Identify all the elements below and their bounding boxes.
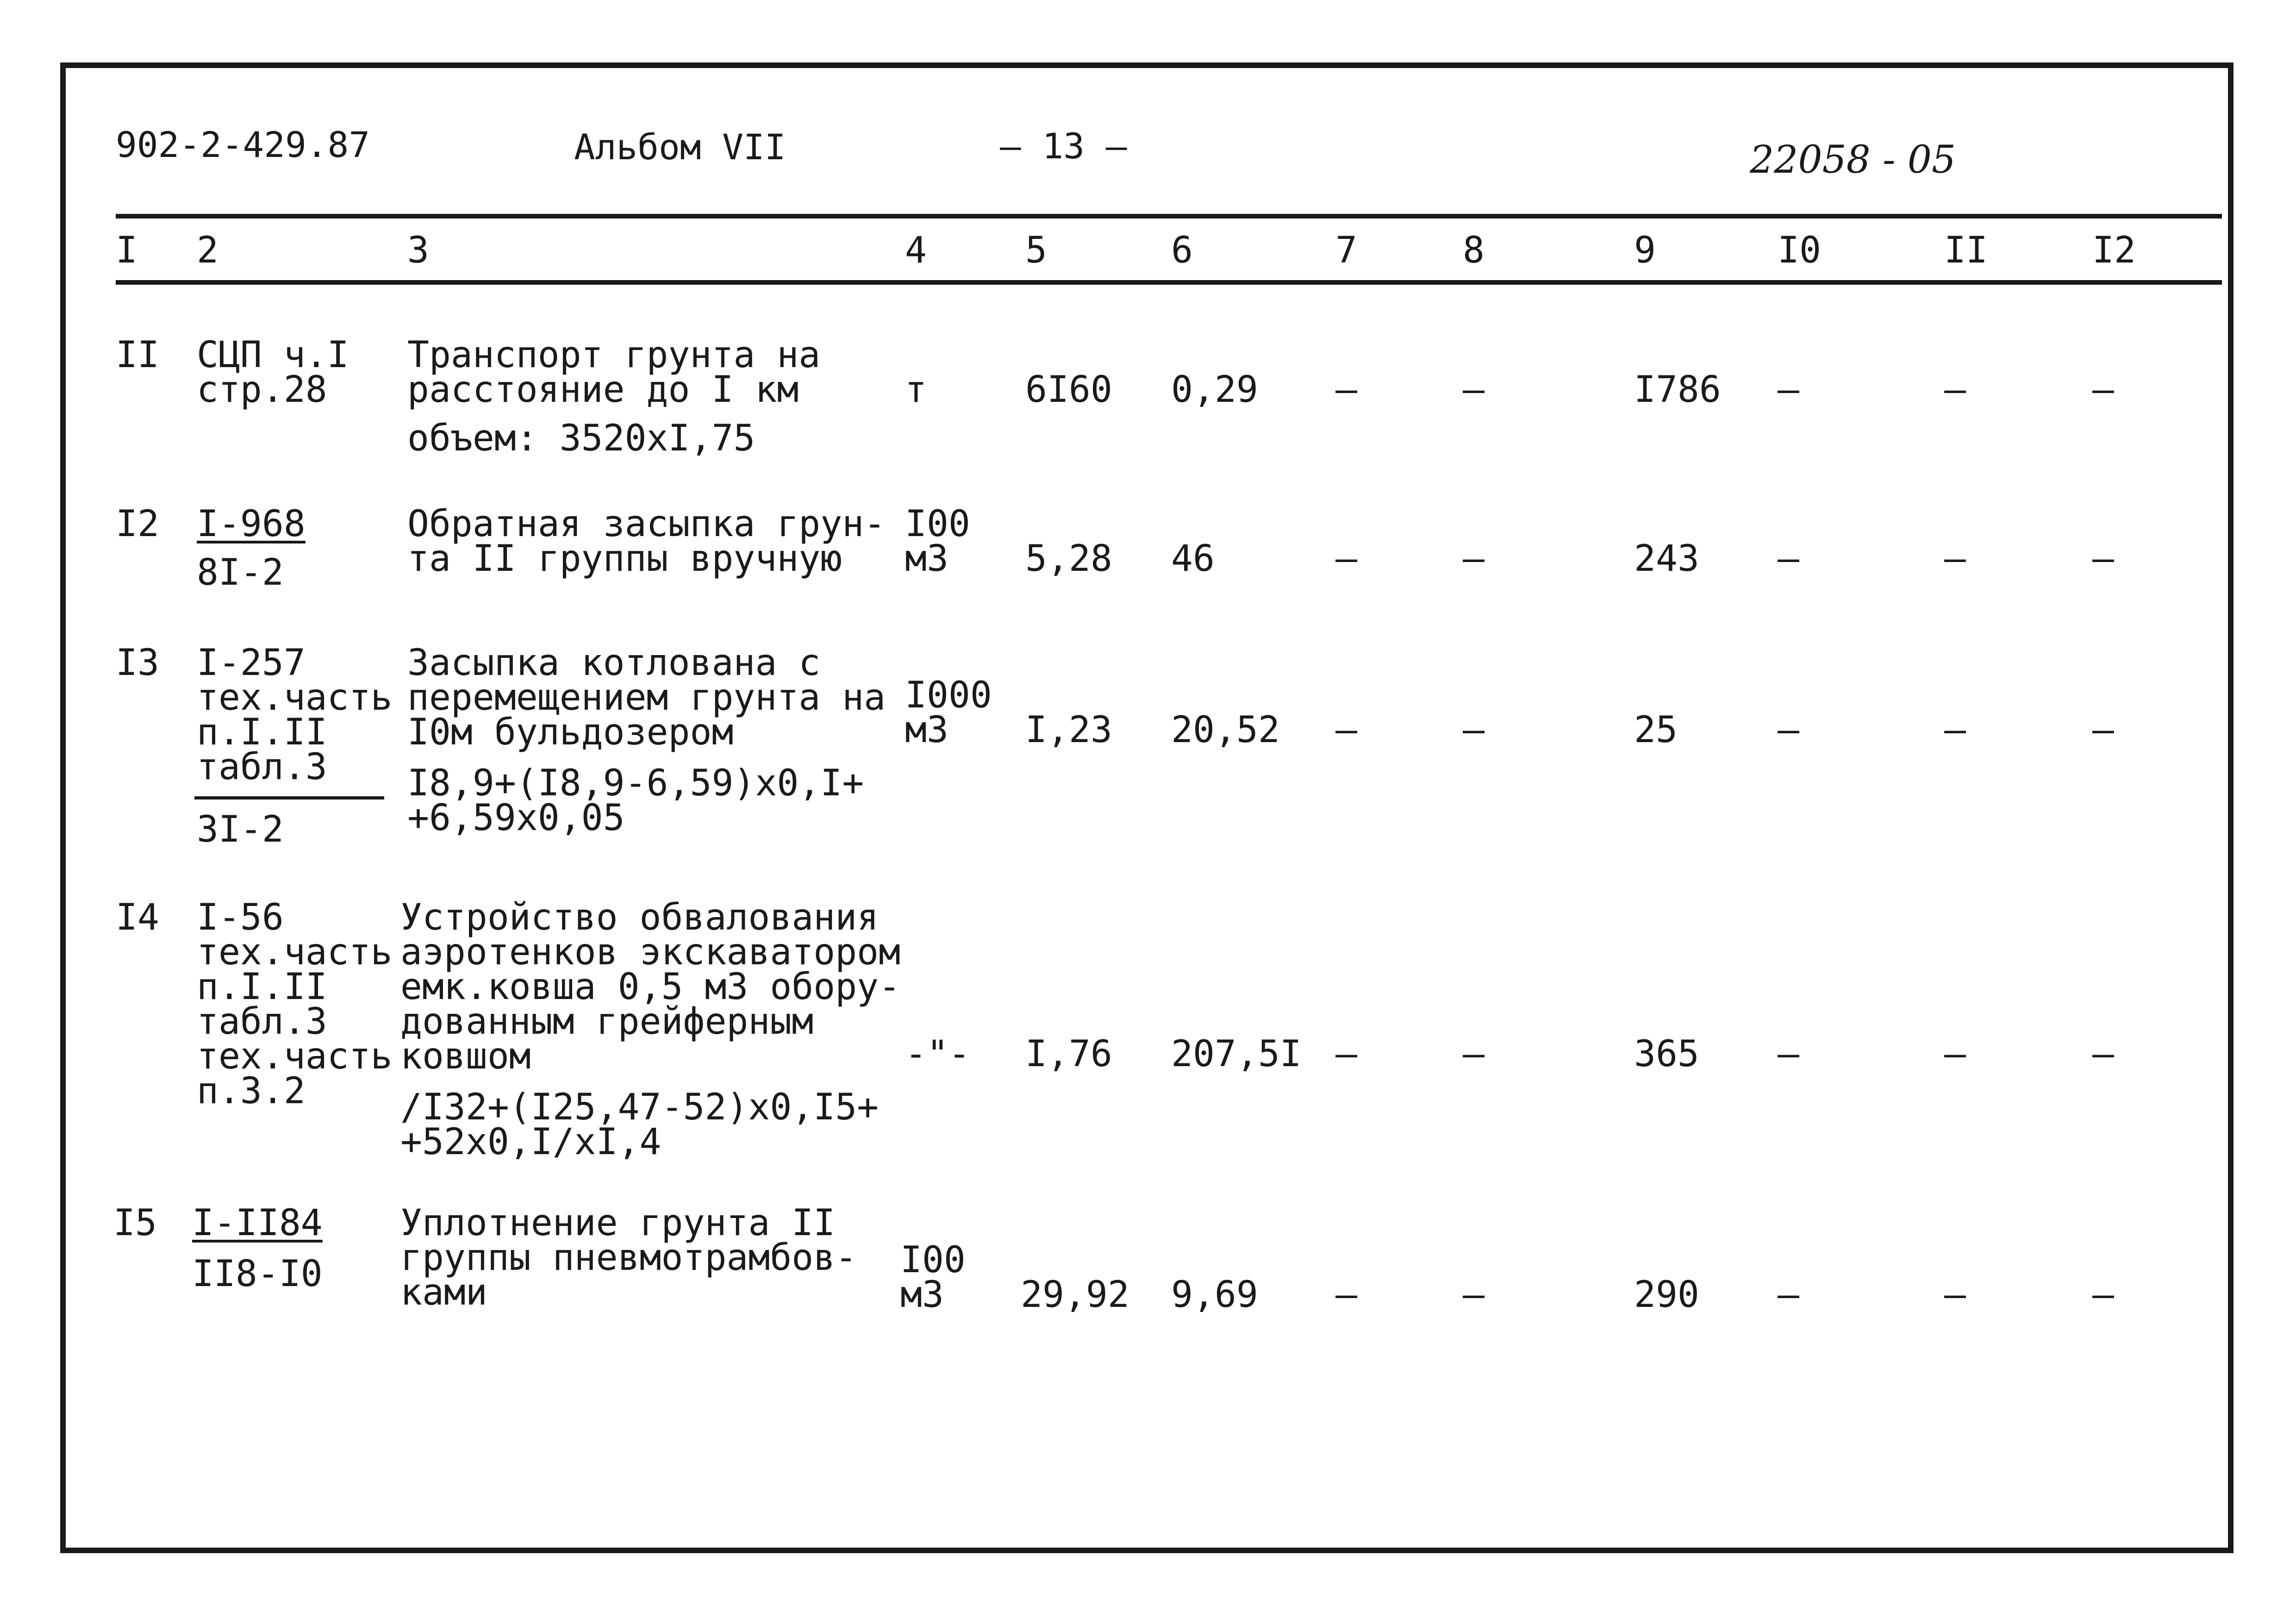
cell-col11: – xyxy=(1944,1033,1966,1075)
cell-col5: 29,92 xyxy=(1021,1274,1129,1316)
work-description: Обратная засыпка грун- та II группы вручную xyxy=(407,503,886,580)
unit: I00 м3 xyxy=(900,1239,966,1316)
handwritten-code: 22058 - 05 xyxy=(1750,138,1956,182)
cell-col8: – xyxy=(1463,1033,1485,1075)
norm-code-secondary: 3I-2 xyxy=(197,809,284,850)
cell-col6: 46 xyxy=(1171,538,1215,580)
norm-code: I-968 xyxy=(197,503,306,545)
row-number: I2 xyxy=(116,503,159,545)
norm-code: I-II84 xyxy=(192,1202,323,1244)
row-number: I4 xyxy=(116,897,159,938)
document-code: 902-2-429.87 xyxy=(116,124,370,165)
cell-col12: – xyxy=(2092,369,2114,411)
cell-col7: – xyxy=(1335,1274,1357,1316)
norm-code: I-56 тех.часть п.I.II табл.3 тех.часть п.3.2 xyxy=(197,897,393,1112)
cell-col9: 25 xyxy=(1634,709,1678,751)
cell-col6: 9,69 xyxy=(1171,1274,1258,1316)
cell-col6: 0,29 xyxy=(1171,369,1258,411)
volume-formula: /I32+(I25,47-52)х0,I5+ +52х0,I/хI,4 xyxy=(400,1087,879,1163)
cell-col5: I,23 xyxy=(1025,709,1112,751)
column-header: 8 xyxy=(1463,230,1485,271)
cell-col6: 207,5I xyxy=(1171,1033,1302,1075)
cell-col10: – xyxy=(1778,1274,1799,1316)
cell-col7: – xyxy=(1335,1033,1357,1075)
cell-col8: – xyxy=(1463,538,1485,580)
cell-col11: – xyxy=(1944,709,1966,751)
cell-col11: – xyxy=(1944,369,1966,411)
cell-col12: – xyxy=(2092,709,2114,751)
page-number: – 13 – xyxy=(1000,125,1127,167)
cell-col5: I,76 xyxy=(1025,1033,1112,1075)
column-header: 7 xyxy=(1335,230,1357,271)
cell-col7: – xyxy=(1335,709,1357,751)
cell-col10: – xyxy=(1778,369,1799,411)
norm-code: I-257 тех.часть п.I.II табл.3 xyxy=(197,642,393,788)
cell-col9: 365 xyxy=(1634,1033,1699,1075)
volume-formula: объем: 3520хI,75 xyxy=(407,418,755,459)
cell-col8: – xyxy=(1463,709,1485,751)
cell-col10: – xyxy=(1778,709,1799,751)
page-frame xyxy=(60,62,2234,1553)
column-header: I0 xyxy=(1778,230,1821,271)
row-number: I5 xyxy=(113,1202,157,1244)
unit: I000 м3 xyxy=(905,675,992,751)
volume-formula: I8,9+(I8,9-6,59)х0,I+ +6,59х0,05 xyxy=(407,762,864,839)
header-bottom-rule xyxy=(116,280,2222,285)
column-header: I2 xyxy=(2092,230,2136,271)
cell-col8: – xyxy=(1463,369,1485,411)
cell-col5: 5,28 xyxy=(1025,538,1112,580)
cell-col10: – xyxy=(1778,1033,1799,1075)
cell-col9: 290 xyxy=(1634,1274,1699,1316)
cell-col9: 243 xyxy=(1634,538,1699,580)
cell-col8: – xyxy=(1463,1274,1485,1316)
cell-col12: – xyxy=(2092,1033,2114,1075)
cell-col9: I786 xyxy=(1634,369,1721,411)
column-header: 5 xyxy=(1025,230,1047,271)
album-label: Альбом VII xyxy=(574,126,786,168)
unit: -"- xyxy=(905,1033,970,1075)
column-header: II xyxy=(1944,230,1988,271)
work-description: Устройство обвалования аэротенков экскаватором емк.ковша 0,5 м3 обору- дованным грейферным ковшом xyxy=(400,897,901,1077)
column-header: 3 xyxy=(407,230,429,271)
column-header: 9 xyxy=(1634,230,1656,271)
unit: т xyxy=(905,369,927,411)
column-header: I xyxy=(116,230,137,271)
column-header: 6 xyxy=(1171,230,1193,271)
column-header: 4 xyxy=(905,230,927,271)
cell-col7: – xyxy=(1335,369,1357,411)
cell-col11: – xyxy=(1944,1274,1966,1316)
row-number: II xyxy=(116,334,159,376)
cell-col7: – xyxy=(1335,538,1357,580)
cell-col10: – xyxy=(1778,538,1799,580)
unit: I00 м3 xyxy=(905,503,970,580)
row-number: I3 xyxy=(116,642,159,684)
cell-col12: – xyxy=(2092,1274,2114,1316)
norm-code-secondary: II8-I0 xyxy=(192,1253,323,1295)
column-header: 2 xyxy=(197,230,218,271)
work-description: Засыпка котлована с перемещением грунта на I0м бульдозером xyxy=(407,642,886,753)
header-top-rule xyxy=(116,214,2222,219)
norm-code-secondary: 8I-2 xyxy=(197,552,284,593)
code-divider xyxy=(194,796,384,800)
norm-code: СЦП ч.I стр.28 xyxy=(197,334,349,411)
cell-col5: 6I60 xyxy=(1025,369,1112,411)
work-description: Уплотнение грунта II группы пневмотрамбов- ками xyxy=(400,1202,857,1313)
work-description: Транспорт грунта на расстояние до I км xyxy=(407,334,821,411)
cell-col6: 20,52 xyxy=(1171,709,1280,751)
cell-col12: – xyxy=(2092,538,2114,580)
cell-col11: – xyxy=(1944,538,1966,580)
